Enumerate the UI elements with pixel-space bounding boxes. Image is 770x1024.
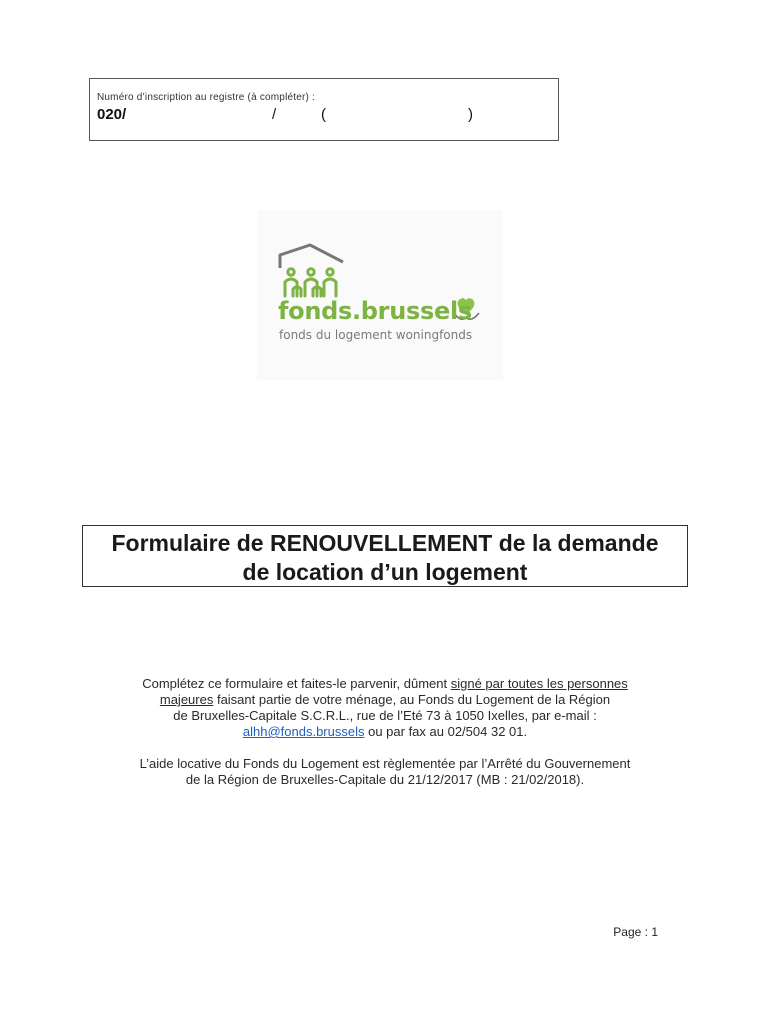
legal-line-1: L’aide locative du Fonds du Logement est règlementée par l’Arrêté du Gouvernement	[139, 756, 631, 771]
fonds-brussels-logo	[257, 210, 503, 380]
registration-prefix: 020/	[97, 106, 127, 123]
registration-label: Numéro d’inscription au registre (à compléter) :	[97, 92, 316, 103]
intro-signed-underline: signé par toutes les personnes	[450, 676, 628, 691]
registration-close-paren: )	[468, 106, 473, 123]
intro-text-a: Complétez ce formulaire et faites-le parvenir, dûment	[142, 676, 451, 691]
page-number: Page : 1	[613, 925, 658, 939]
intro-text-b: faisant partie de votre ménage, au Fonds du Logement de la Région	[213, 692, 611, 707]
logo-tagline: fonds du logement woningfonds	[279, 328, 473, 342]
legal-line-2: de la Région de Bruxelles-Capitale du 21/12/2017 (MB : 21/02/2018).	[185, 772, 585, 787]
intro-majeures-underline: majeures	[159, 692, 214, 707]
form-title-line-1: Formulaire de RENOUVELLEMENT de la demande	[111, 530, 659, 556]
form-title-box	[82, 525, 688, 587]
intro-text-d: ou par fax au 02/504 32 01.	[364, 724, 528, 739]
legal-paragraph	[90, 756, 680, 788]
registration-box	[89, 78, 559, 141]
intro-text-c: de Bruxelles-Capitale S.C.R.L., rue de l’Eté 73 à 1050 Ixelles, par e-mail :	[173, 708, 597, 723]
email-link[interactable]: alhh@fonds.brussels	[242, 724, 365, 739]
registration-slash: /	[272, 106, 277, 123]
house-family-icon	[257, 210, 503, 380]
intro-paragraph	[90, 676, 680, 740]
registration-open-paren: (	[321, 106, 326, 123]
form-title-line-2: de location d’un logement	[242, 559, 528, 585]
logo-brand-text: fonds.brussels	[278, 297, 472, 325]
